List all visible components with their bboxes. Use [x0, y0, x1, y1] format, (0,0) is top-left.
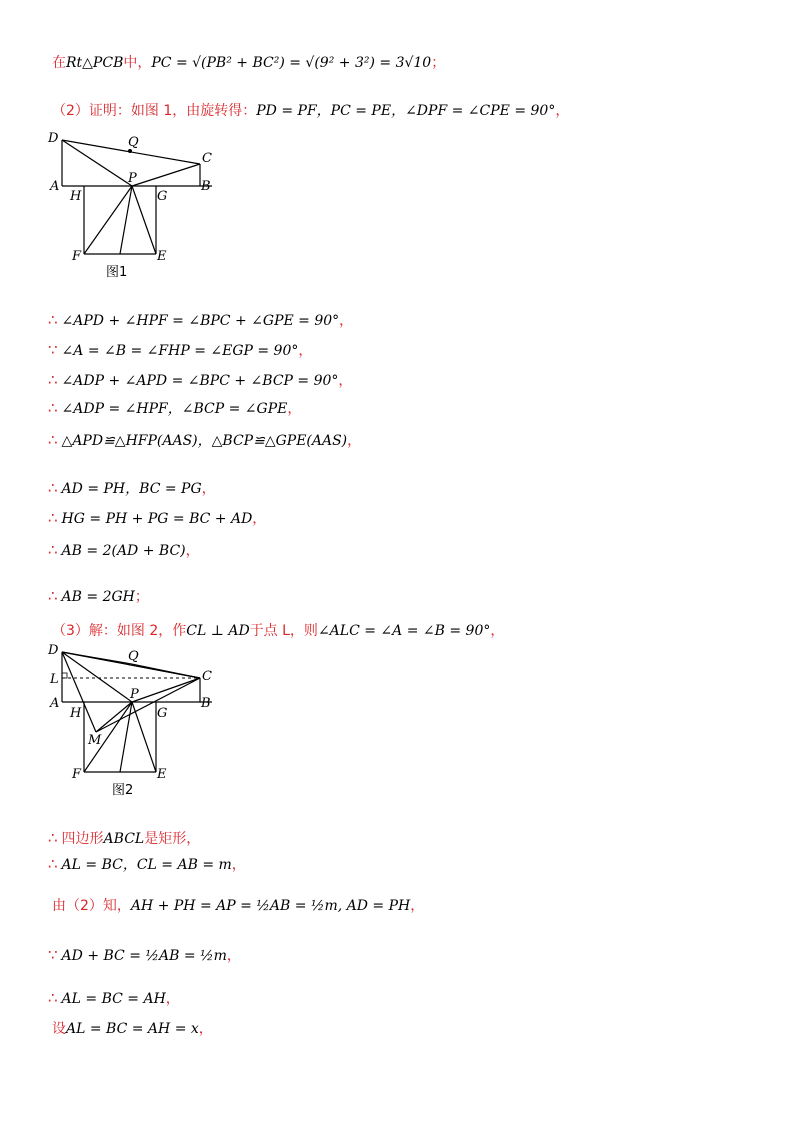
text-line [48, 430, 361, 451]
line-math: AH + PH = AP = ½AB = ½m, AD = PH [130, 898, 411, 914]
line-math2: ∠ALC = ∠A = ∠B = 90° [317, 623, 491, 639]
label-Q: Q [128, 135, 139, 150]
line-prefix: ∴ [48, 587, 58, 605]
text-line [48, 310, 353, 331]
line-tail: ， [555, 103, 570, 119]
line-red: （3）解：如图 2，作 [52, 623, 187, 639]
line-prefix: ∴ [48, 311, 58, 329]
label-E: E [157, 767, 167, 782]
line-prefix: ∵ [48, 946, 58, 964]
label-C: C [202, 669, 212, 684]
label-H: H [70, 189, 82, 204]
line-red2: 中， [123, 55, 152, 71]
label-L: L [50, 672, 59, 687]
line-math: AB = 2GH [61, 589, 135, 605]
label-P: P [130, 687, 139, 702]
label-Q: Q [128, 649, 139, 664]
line-math: AL = BC，CL = AB = m [61, 857, 232, 873]
line-math: AD + BC = ½AB = ½m [61, 948, 227, 964]
line-math: Rt△PCB [66, 55, 124, 71]
line-tail: ， [287, 401, 302, 417]
line-prefix: ∴ [48, 989, 58, 1007]
line-tail: ， [347, 433, 362, 449]
line-prefix: ∴ [48, 371, 58, 389]
text-line [48, 340, 312, 361]
line-tail: ， [252, 511, 267, 527]
label-H: H [70, 706, 82, 721]
label-D: D [48, 643, 59, 658]
line-tail: ， [226, 948, 241, 964]
label-M: M [88, 733, 102, 748]
label-F: F [72, 249, 82, 264]
label-G: G [157, 189, 168, 204]
line-math: AL = BC = AH [61, 991, 166, 1007]
text-line [48, 398, 301, 419]
line-math: △APD≌△HFP(AAS)，△BCP≌△GPE(AAS) [61, 433, 348, 449]
text-line [48, 586, 149, 607]
line-math: ∠A = ∠B = ∠FHP = ∠EGP = 90° [61, 343, 299, 359]
label-G: G [157, 706, 168, 721]
label-F: F [72, 767, 82, 782]
line-red: 在 [52, 55, 66, 71]
line-prefix: ∴ [48, 399, 58, 417]
text-line [48, 1018, 213, 1039]
line-prefix: ∴ [48, 855, 58, 873]
text-line [48, 52, 445, 73]
line-prefix: ∴ [48, 829, 58, 847]
line-math: CL ⊥ AD [186, 623, 250, 639]
line-prefix: ∵ [48, 341, 58, 359]
line-tail: ， [198, 1021, 213, 1037]
line-tail: ， [338, 373, 353, 389]
line-tail: ， [490, 623, 505, 639]
figure-2 [40, 640, 230, 805]
line-math: ∠ADP + ∠APD = ∠BPC + ∠BCP = 90° [61, 373, 339, 389]
line-math: AL = BC = AH = x [66, 1021, 199, 1037]
label-A: A [50, 179, 60, 194]
line-red: 设 [52, 1021, 66, 1037]
label-B: B [201, 179, 211, 194]
label-A: A [50, 696, 60, 711]
line-prefix: ∴ [48, 509, 58, 527]
line-math: ∠ADP = ∠HPF，∠BCP = ∠GPE [61, 401, 288, 417]
line-tail: ； [431, 55, 446, 71]
text-line [48, 620, 504, 641]
line-red2: 是矩形， [144, 831, 201, 847]
text-line [48, 478, 216, 499]
text-line [48, 370, 352, 391]
line-prefix: ∴ [48, 479, 58, 497]
label-E: E [157, 249, 167, 264]
line-prefix: ∴ [48, 541, 58, 559]
line-math: AD = PH，BC = PG [61, 481, 202, 497]
line-math: ∠APD + ∠HPF = ∠BPC + ∠GPE = 90° [61, 313, 340, 329]
text-line [48, 508, 266, 529]
label-B: B [201, 696, 211, 711]
line-tail: ； [134, 589, 149, 605]
line-tail: ， [185, 543, 200, 559]
text-line [48, 100, 569, 121]
line-tail: ， [165, 991, 180, 1007]
line-red: （2）证明：如图 1，由旋转得： [52, 103, 257, 119]
line-math: AB = 2(AD + BC) [61, 543, 186, 559]
text-line [48, 540, 200, 561]
line-red: 由（2）知， [52, 898, 131, 914]
label-D: D [48, 131, 59, 146]
line-math2: PC = √(PB² + BC²) = √(9² + 3²) = 3√10 [151, 55, 432, 71]
label-C: C [202, 151, 212, 166]
line-tail: ， [201, 481, 216, 497]
line-tail: ， [231, 857, 246, 873]
line-prefix: ∴ [48, 431, 58, 449]
text-line [48, 828, 200, 849]
line-math: PD = PF，PC = PE，∠DPF = ∠CPE = 90° [256, 103, 556, 119]
label-P: P [128, 171, 137, 186]
line-math: ABCL [103, 831, 145, 847]
text-line [48, 854, 246, 875]
line-tail: ， [298, 343, 313, 359]
figure-2-caption: 图2 [112, 783, 134, 798]
line-tail: ， [410, 898, 425, 914]
line-red: 四边形 [61, 831, 104, 847]
figure-1 [40, 128, 230, 288]
figure-1-caption: 图1 [106, 265, 128, 280]
line-tail: ， [339, 313, 354, 329]
text-line [48, 895, 424, 916]
text-line [48, 988, 180, 1009]
text-line [48, 945, 241, 966]
line-math: HG = PH + PG = BC + AD [61, 511, 253, 527]
line-red2: 于点 L，则 [249, 623, 318, 639]
